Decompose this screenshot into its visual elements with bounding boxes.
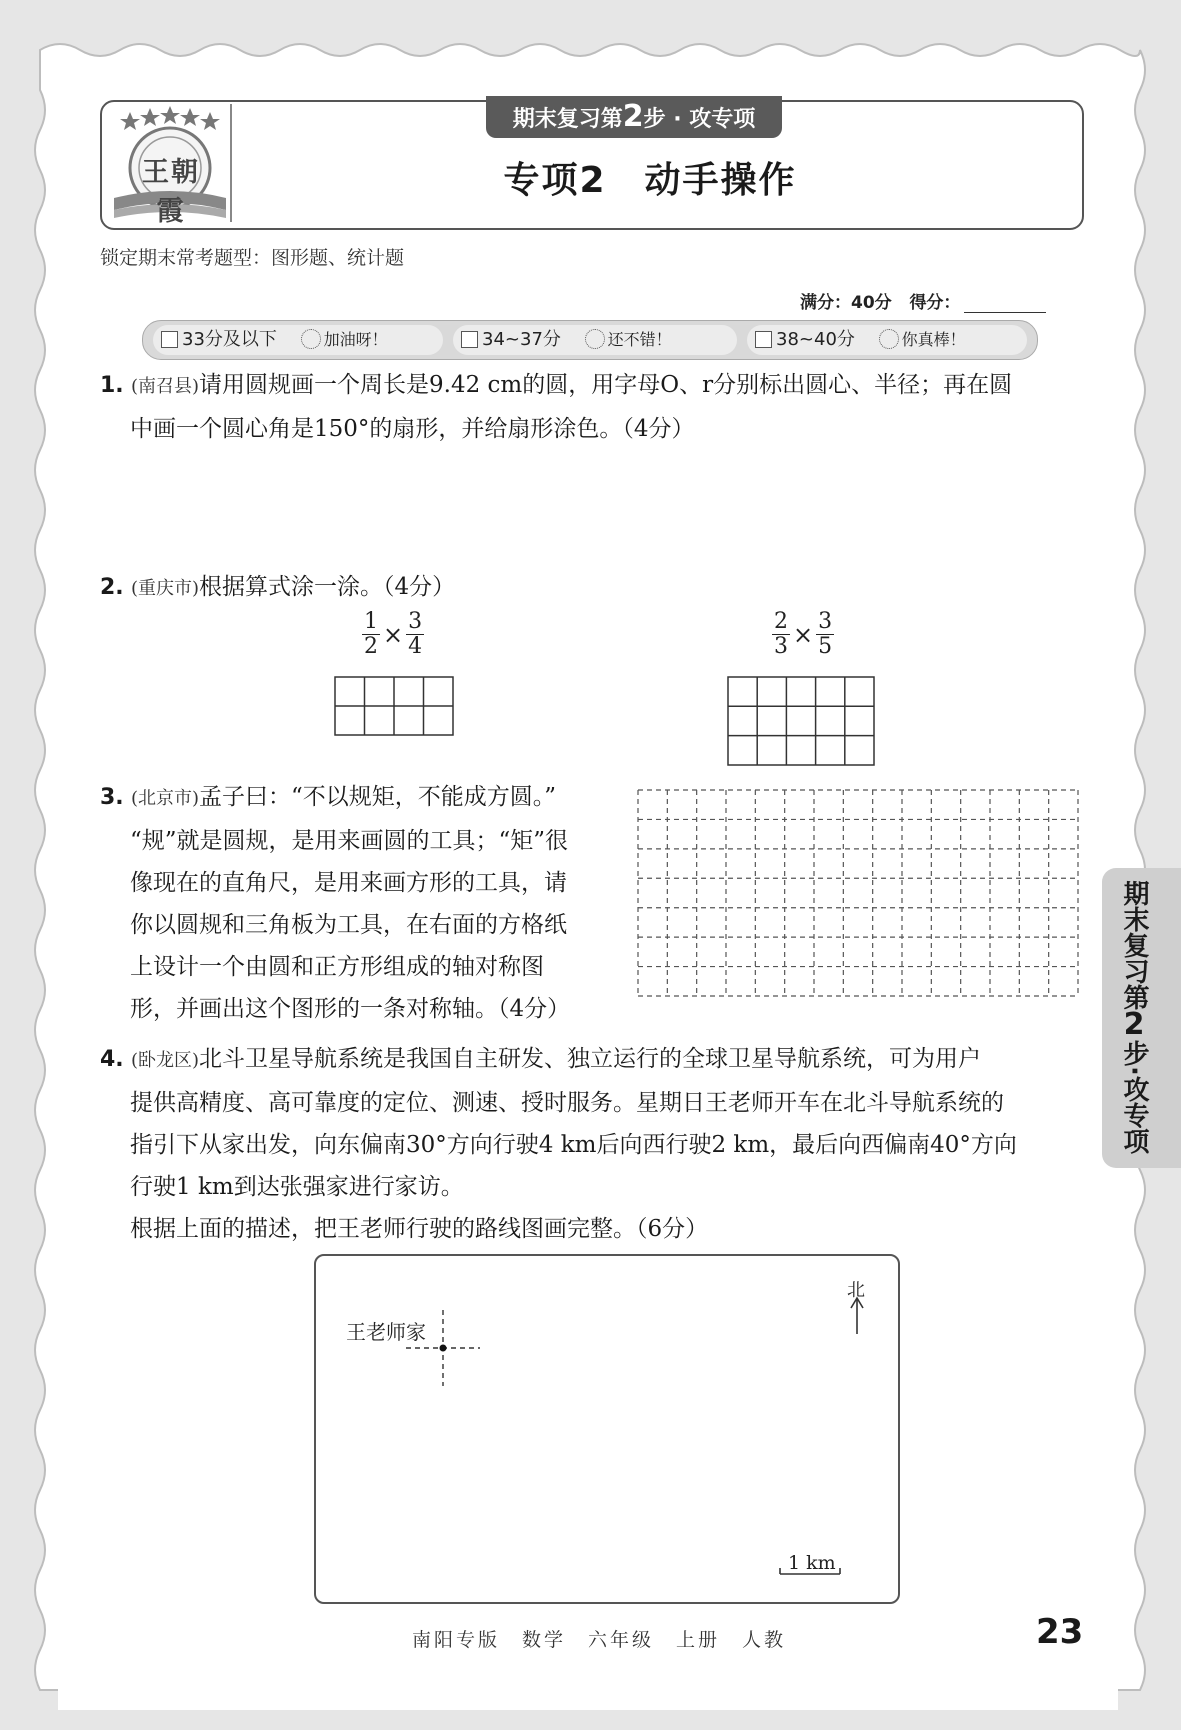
question-source: (北京市)	[130, 788, 200, 809]
fraction-numerator: 2	[774, 609, 788, 634]
checkbox-icon[interactable]	[755, 331, 772, 348]
badge-icon	[585, 329, 605, 349]
rating-comment: 加油呀！	[323, 330, 388, 349]
question-2	[100, 566, 700, 610]
question-text: 像现在的直角尺，是用来画方形的工具，请	[130, 870, 567, 896]
home-point	[440, 1345, 447, 1352]
question-number: 3.	[100, 785, 124, 810]
rating-range: 34~37分	[482, 329, 561, 350]
header-divider	[230, 104, 232, 222]
rating-comment: 你真棒！	[901, 330, 966, 349]
rating-comment: 还不错！	[607, 330, 672, 349]
side-tab-line1: 期末复习第	[1119, 880, 1149, 1010]
question-text: 行驶1 km到达张强家进行家访。	[130, 1174, 464, 1200]
fraction-denominator: 4	[408, 634, 423, 659]
question-source: (南召县)	[130, 376, 200, 397]
question-number: 4.	[100, 1047, 124, 1072]
question-text: 孟子曰：“不以规矩，不能成方圆。”	[199, 784, 557, 810]
question-number: 2.	[100, 575, 124, 600]
page-number: 23	[1036, 1612, 1084, 1652]
score-label: 得分：	[909, 293, 961, 313]
question-4	[100, 1038, 1090, 1250]
side-tab-text	[1112, 880, 1156, 1154]
rating-option[interactable]	[747, 325, 1027, 355]
side-tab-line2: 步·攻专项	[1119, 1040, 1149, 1154]
badge-icon	[301, 329, 321, 349]
question-text: “规”就是圆规，是用来画圆的工具；“矩”很	[130, 828, 569, 854]
rating-option[interactable]	[453, 325, 737, 355]
side-tab-number: 2	[1123, 1007, 1145, 1042]
step-suffix: 步 · 攻专项	[643, 107, 756, 132]
fraction-denominator: 2	[364, 634, 378, 659]
north-label: 北	[847, 1280, 865, 1301]
step-number: 2	[622, 99, 644, 134]
question-1	[100, 364, 1090, 450]
checkbox-icon[interactable]	[461, 331, 478, 348]
question-text: 中画一个圆心角是150°的扇形，并给扇形涂色。（4分）	[130, 416, 695, 442]
question-source: (卧龙区)	[130, 1050, 200, 1071]
step-banner	[486, 96, 782, 138]
logo-text: 王朝霞	[142, 157, 200, 227]
fraction-numerator: 1	[364, 609, 378, 634]
times-sign: ×	[383, 620, 404, 649]
full-score: 满分：40分	[800, 293, 892, 313]
question-text: 根据算式涂一涂。（4分）	[199, 574, 456, 600]
question-number: 1.	[100, 373, 124, 398]
footer-text: 南阳专版 数学 六年级 上册 人教	[412, 1629, 787, 1651]
fraction-numerator: 3	[818, 609, 833, 634]
scale-label: 1 km	[788, 1552, 836, 1574]
page-title: 专项2 动手操作	[503, 160, 797, 201]
rating-range: 38~40分	[776, 329, 855, 350]
rating-option[interactable]	[153, 325, 443, 355]
expression-1	[362, 610, 424, 659]
rating-bar	[142, 320, 1038, 360]
fraction-numerator: 3	[408, 609, 423, 634]
checkbox-icon[interactable]	[161, 331, 178, 348]
question-text: 你以圆规和三角板为工具，在右面的方格纸	[130, 912, 567, 938]
fraction-grid-4x2[interactable]	[334, 676, 456, 738]
score-blank[interactable]	[964, 296, 1046, 313]
home-label: 王老师家	[346, 1320, 426, 1344]
question-text: 指引下从家出发，向东偏南30°方向行驶4 km后向西行驶2 km，最后向西偏南40°方向	[130, 1132, 1017, 1158]
question-3	[100, 776, 620, 1030]
question-instruction: 根据上面的描述，把王老师行驶的路线图画完整。（6分）	[130, 1216, 709, 1242]
rating-range: 33分及以下	[182, 329, 277, 350]
question-text: 形，并画出这个图形的一条对称轴。（4分）	[130, 996, 571, 1022]
subtitle: 锁定期末常考题型：图形题、统计题	[100, 247, 405, 269]
fraction-denominator: 3	[774, 634, 788, 659]
times-sign: ×	[793, 620, 814, 649]
badge-icon	[879, 329, 899, 349]
question-text: 北斗卫星导航系统是我国自主研发、独立运行的全球卫星导航系统，可为用户	[199, 1046, 982, 1072]
fraction-denominator: 5	[818, 634, 833, 659]
step-prefix: 期末复习第	[512, 107, 623, 132]
question-text: 上设计一个由圆和正方形组成的轴对称图	[130, 954, 544, 980]
dotted-grid-paper[interactable]	[636, 788, 1082, 1000]
question-text: 请用圆规画一个周长是9.42 cm的圆，用字母O、r分别标出圆心、半径；再在圆	[199, 372, 1013, 398]
question-text: 提供高精度、高可靠度的定位、测速、授时服务。星期日王老师开车在北斗导航系统的	[130, 1090, 1004, 1116]
score-line	[800, 288, 1046, 313]
expression-2	[772, 610, 834, 659]
question-source: (重庆市)	[130, 578, 200, 599]
fraction-grid-5x3[interactable]	[727, 676, 877, 768]
